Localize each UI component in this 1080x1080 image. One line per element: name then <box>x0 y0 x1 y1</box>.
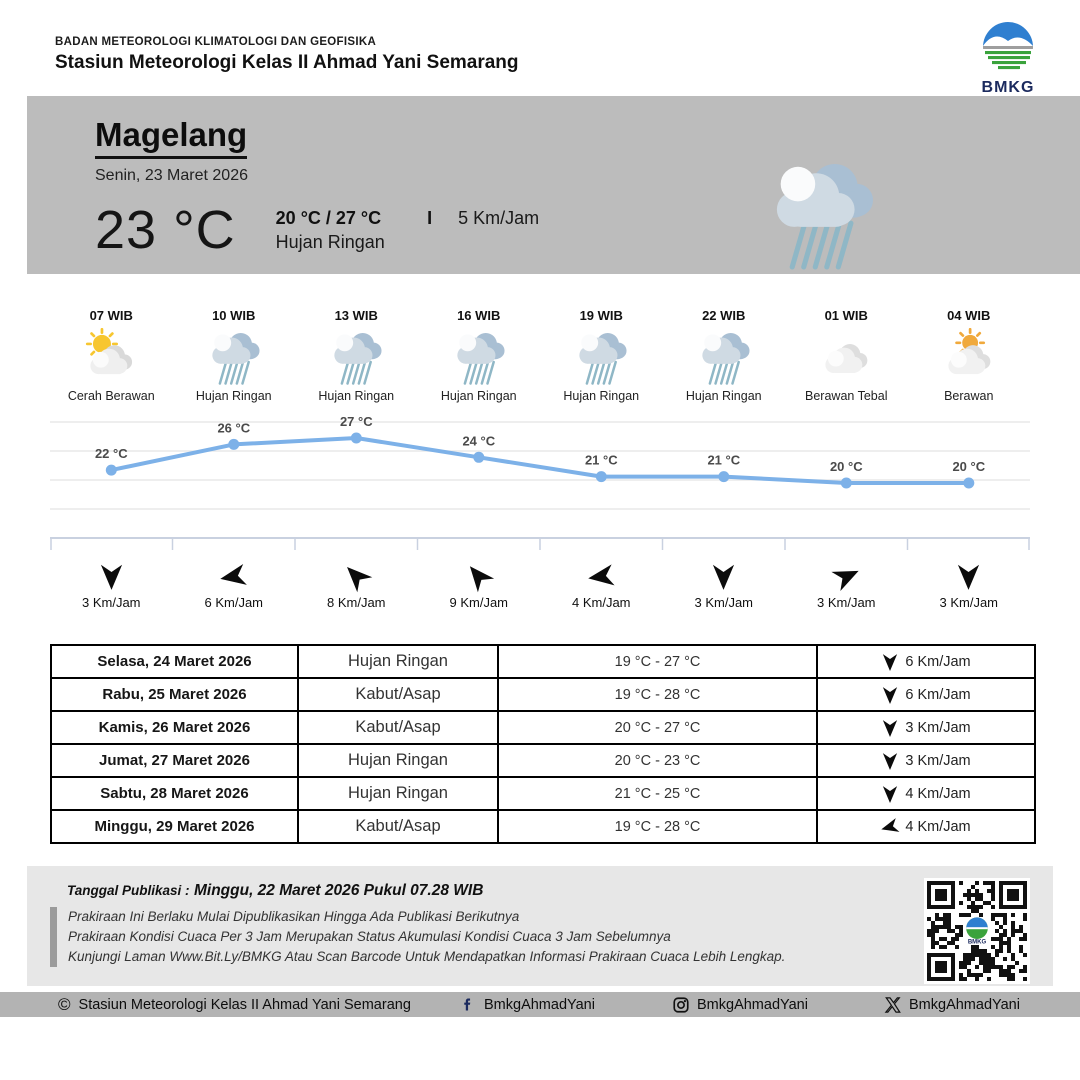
bmkg-logo-icon <box>976 20 1040 76</box>
svg-text:BMKG: BMKG <box>967 939 987 946</box>
publication-label: Tanggal Publikasi : <box>67 883 190 898</box>
sun-cloud-icon <box>50 327 173 387</box>
day-temp-range: 19 °C - 28 °C <box>498 810 817 843</box>
cloud-icon <box>785 327 908 387</box>
day-temp-range: 20 °C - 23 °C <box>498 744 817 777</box>
day-date: Kamis, 26 Maret 2026 <box>51 711 298 744</box>
day-wind: 4 Km/Jam <box>817 810 1035 843</box>
bmkg-logo <box>962 20 1054 97</box>
day-date: Sabtu, 28 Maret 2026 <box>51 777 298 810</box>
day-wind: 3 Km/Jam <box>817 711 1035 744</box>
svg-text:21 °C: 21 °C <box>584 452 618 468</box>
day-date: Minggu, 29 Maret 2026 <box>51 810 298 843</box>
hourly-item <box>418 308 541 403</box>
hourly-item <box>540 308 663 403</box>
table-row <box>51 645 1035 678</box>
day-condition: Hujan Ringan <box>298 777 498 810</box>
svg-text:27 °C: 27 °C <box>339 414 373 429</box>
x-icon <box>884 996 902 1014</box>
wind-speed-label: 3 Km/Jam <box>939 595 998 610</box>
hour-condition: Hujan Ringan <box>440 389 517 403</box>
temperature-chart <box>50 409 1030 559</box>
hour-condition: Hujan Ringan <box>318 389 395 403</box>
day-condition: Hujan Ringan <box>298 645 498 678</box>
daily-forecast-table <box>50 644 1036 844</box>
rain-cloud-icon <box>295 327 418 387</box>
social-bar <box>0 992 1080 1017</box>
table-row <box>51 678 1035 711</box>
wind-item <box>540 559 663 610</box>
wind-item <box>418 559 541 610</box>
hour-condition: Cerah Berawan <box>67 389 155 403</box>
hour-condition: Hujan Ringan <box>685 389 762 403</box>
copyright <box>58 995 460 1015</box>
day-temp-range: 19 °C - 27 °C <box>498 645 817 678</box>
footer-note: Kunjungi Laman Www.Bit.Ly/BMKG Atau Scan Barcode Untuk Mendapatkan Informasi Prakiraan Cuaca Lebih Lengkap. <box>68 949 786 964</box>
wind-direction-icon <box>295 559 418 593</box>
hour-label: 13 WIB <box>334 308 378 323</box>
wind-item <box>663 559 786 610</box>
facebook-icon <box>460 996 477 1013</box>
day-temp-range: 21 °C - 25 °C <box>498 777 817 810</box>
hour-label: 19 WIB <box>579 308 623 323</box>
hourly-item <box>785 308 908 403</box>
svg-text:22 °C: 22 °C <box>94 446 128 462</box>
footer-note: Prakiraan Kondisi Cuaca Per 3 Jam Merupakan Status Akumulasi Kondisi Cuaca 3 Jam Sebelumnya <box>68 929 671 944</box>
location-title: Magelang <box>95 116 247 159</box>
wind-item <box>50 559 173 610</box>
footer-note: Prakiraan Ini Berlaku Mulai Dipublikasikan Hingga Ada Publikasi Berikutnya <box>68 909 520 924</box>
wind-direction-icon <box>173 559 296 593</box>
hour-label: 10 WIB <box>212 308 256 323</box>
facebook-text: BmkgAhmadYani <box>484 996 595 1013</box>
banner-date: Senin, 23 Maret 2026 <box>95 167 248 184</box>
table-row <box>51 744 1035 777</box>
day-condition: Kabut/Asap <box>298 678 498 711</box>
current-weather-banner <box>27 96 1080 274</box>
header <box>0 0 1080 96</box>
svg-text:24 °C: 24 °C <box>462 433 496 449</box>
day-wind: 3 Km/Jam <box>817 744 1035 777</box>
separator: I <box>427 207 433 228</box>
copyright-icon: © <box>58 994 71 1014</box>
temperature-line-chart <box>50 409 1030 559</box>
day-date: Jumat, 27 Maret 2026 <box>51 744 298 777</box>
hour-condition: Berawan <box>944 389 994 403</box>
wind-direction-icon <box>50 559 173 593</box>
hourly-item <box>663 308 786 403</box>
hour-condition: Hujan Ringan <box>563 389 640 403</box>
wind-speed-label: 3 Km/Jam <box>81 595 141 610</box>
hour-label: 22 WIB <box>702 308 746 323</box>
temp-min-max: 20 °C / 27 °C <box>275 207 382 228</box>
wind-item <box>295 559 418 610</box>
wind-speed-label: 3 Km/Jam <box>816 595 876 610</box>
hour-label: 16 WIB <box>457 308 501 323</box>
hour-condition: Hujan Ringan <box>195 389 272 403</box>
day-wind: 6 Km/Jam <box>817 678 1035 711</box>
wind-direction-icon <box>418 559 541 593</box>
copyright-text: Stasiun Meteorologi Kelas II Ahmad Yani Semarang <box>78 996 411 1013</box>
table-row <box>51 711 1035 744</box>
hour-label: 07 WIB <box>89 308 133 323</box>
wind-item <box>908 559 1031 610</box>
publication-value: Minggu, 22 Maret 2026 Pukul 07.28 WIB <box>193 882 484 899</box>
publication-footer <box>27 866 1053 986</box>
hour-condition: Berawan Tebal <box>805 389 888 403</box>
banner-wind-speed: 5 Km/Jam <box>458 207 540 228</box>
day-wind: 6 Km/Jam <box>817 645 1035 678</box>
bmkg-logo-label: BMKG <box>981 79 1035 96</box>
hourly-item <box>50 308 173 403</box>
instagram-text: BmkgAhmadYani <box>697 996 808 1013</box>
day-date: Rabu, 25 Maret 2026 <box>51 678 298 711</box>
wind-speed-label: 4 Km/Jam <box>571 595 631 610</box>
agency-name: BADAN METEOROLOGI KLIMATOLOGI DAN GEOFISIKA <box>55 36 377 48</box>
wind-forecast-row <box>50 559 1030 610</box>
footer-notes <box>50 907 1053 967</box>
qr-code-image <box>927 881 1027 981</box>
hourly-item <box>908 308 1031 403</box>
instagram-icon <box>672 996 690 1014</box>
svg-text:20 °C: 20 °C <box>829 459 863 474</box>
rain-cloud-icon <box>540 327 663 387</box>
day-temp-range: 19 °C - 28 °C <box>498 678 817 711</box>
svg-text:20 °C: 20 °C <box>952 459 986 474</box>
cloud-sun-icon <box>908 327 1031 387</box>
wind-direction-icon <box>540 559 663 593</box>
rain-cloud-icon <box>418 327 541 387</box>
wind-speed-label: 3 Km/Jam <box>694 595 753 610</box>
svg-text:21 °C: 21 °C <box>707 452 741 468</box>
day-condition: Kabut/Asap <box>298 711 498 744</box>
rain-cloud-icon <box>173 327 296 387</box>
station-name: Stasiun Meteorologi Kelas II Ahmad Yani Semarang <box>55 52 519 73</box>
wind-item <box>173 559 296 610</box>
day-temp-range: 20 °C - 27 °C <box>498 711 817 744</box>
svg-text:26 °C: 26 °C <box>217 420 251 436</box>
hourly-forecast-row <box>50 308 1030 403</box>
instagram-handle <box>672 996 884 1014</box>
hourly-item <box>173 308 296 403</box>
twitter-handle <box>884 996 1020 1014</box>
day-condition: Kabut/Asap <box>298 810 498 843</box>
wind-item <box>785 559 908 610</box>
hour-label: 01 WIB <box>824 308 868 323</box>
table-row <box>51 810 1035 843</box>
wind-direction-icon <box>785 559 908 593</box>
day-condition: Hujan Ringan <box>298 744 498 777</box>
day-date: Selasa, 24 Maret 2026 <box>51 645 298 678</box>
x-text: BmkgAhmadYani <box>909 996 1020 1013</box>
wind-direction-icon <box>908 559 1031 593</box>
rain-cloud-icon <box>768 154 874 279</box>
wind-speed-label: 6 Km/Jam <box>204 595 263 610</box>
wind-speed-label: 8 Km/Jam <box>326 595 386 610</box>
table-row <box>51 777 1035 810</box>
hour-label: 04 WIB <box>947 308 991 323</box>
hourly-item <box>295 308 418 403</box>
qr-code <box>924 878 1030 984</box>
wind-speed-label: 9 Km/Jam <box>449 595 508 610</box>
facebook-handle <box>460 996 672 1013</box>
publication-line <box>27 866 1053 900</box>
banner-condition: Hujan Ringan <box>275 231 385 252</box>
wind-direction-icon <box>663 559 786 593</box>
current-temperature: 23 °C <box>95 200 236 260</box>
rain-cloud-icon <box>663 327 786 387</box>
day-wind: 4 Km/Jam <box>817 777 1035 810</box>
